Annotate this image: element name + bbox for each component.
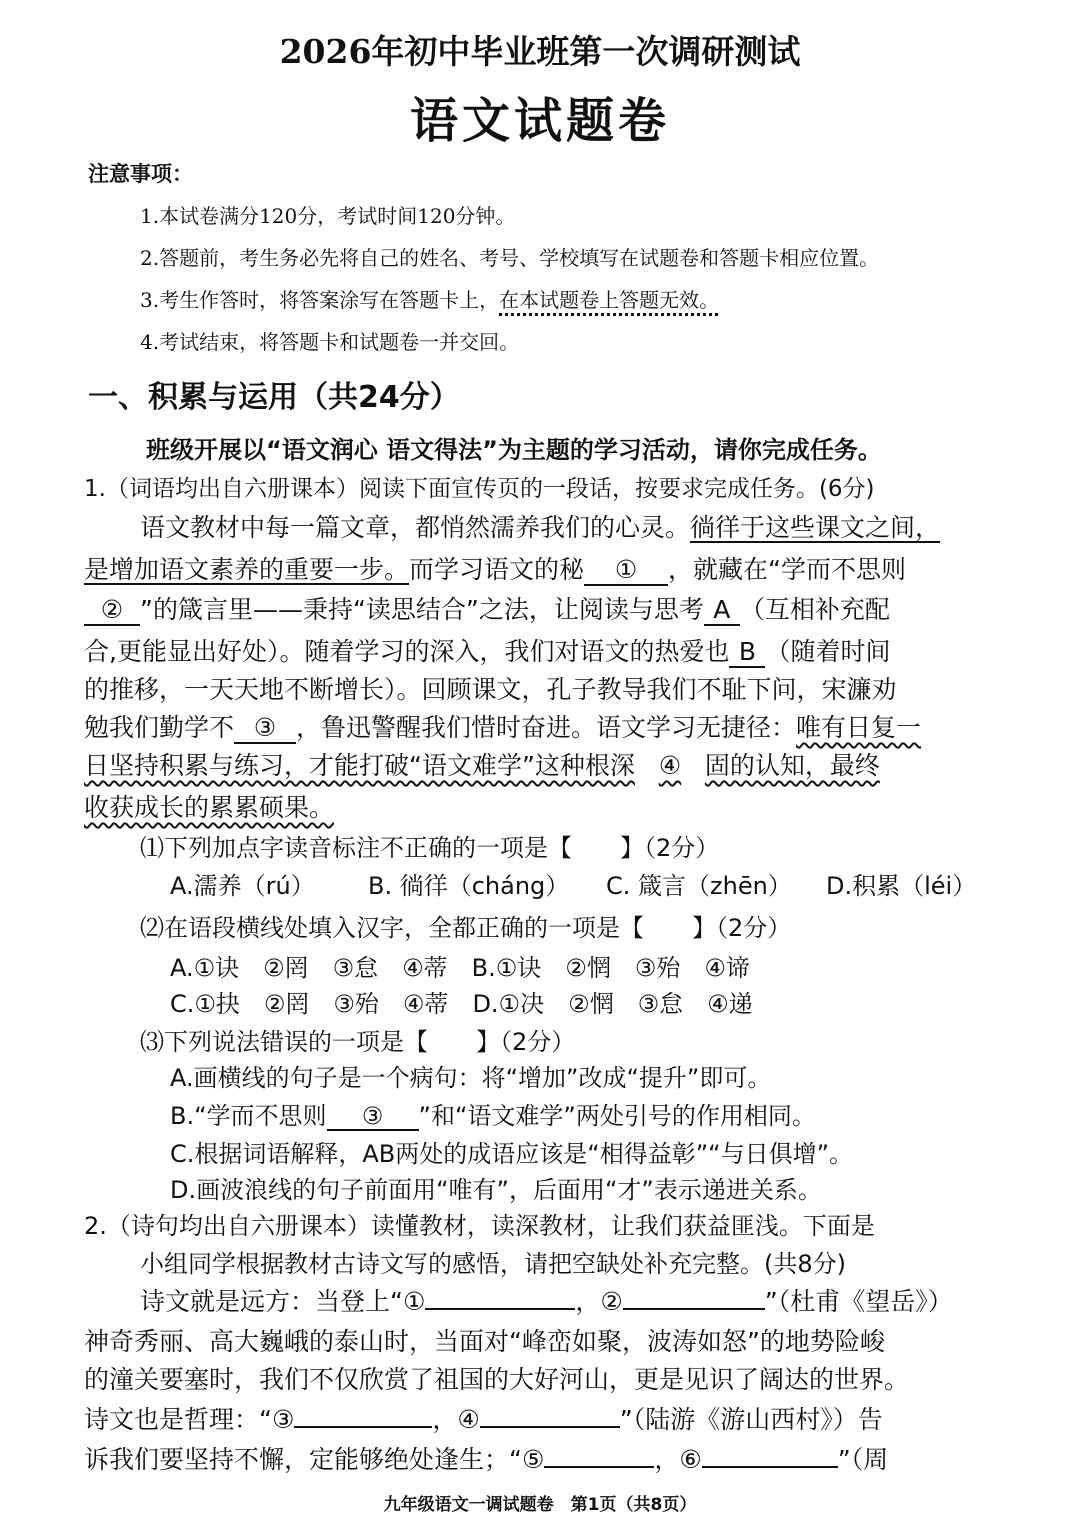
page-footer: 九年级语文一调试题卷 第1页（共8页） (383, 1495, 697, 1515)
blank-A: A (704, 596, 740, 626)
q1-wavy-sentence: 日坚持积累与练习，才能打破“语文难学”这种根深 (84, 751, 635, 780)
q1-text: 合,更能显出好处）。随着学习的深入，我们对语文的热爱也 (84, 637, 730, 666)
q2-line-2: 神奇秀丽、高大巍峨的泰山时，当面对“峰峦如聚，波涛如怒”的地势险峻 (84, 1327, 885, 1356)
q2-text: ，② (575, 1287, 623, 1316)
q1-sub1-stem: ⑴下列加点字读音标注不正确的一项是【 】（2分） (140, 834, 720, 862)
blank-4: ④ (658, 751, 682, 780)
q2-text: 诗文也是哲理：“③ (84, 1405, 295, 1434)
notice-item-3-emphasis: 在本试题卷上答题无效。 (499, 288, 720, 312)
blank-3: ③ (234, 714, 296, 744)
q2-line-1 (140, 1282, 953, 1318)
notice-item-4: 4.考试结束，将答题卡和试题卷一并交回。 (140, 330, 520, 354)
q1-sub3-option-b (170, 1096, 816, 1131)
notice-item-3-text: 3.考生作答时，将答案涂写在答题卡上， (140, 288, 500, 312)
q1-stem: 1.（词语均出自六册课本）阅读下面宣传页的一段话，按要求完成任务。(6分) (84, 476, 875, 502)
section-intro: 班级开展以“语文润心 语文得法”为主题的学习活动，请你完成任务。 (146, 436, 882, 464)
q1-wavy-sentence: 固的认知，最终 (704, 751, 880, 780)
q2-text: 诉我们要坚持不懈，定能够绝处逢生；“⑤ (84, 1445, 545, 1474)
q2-line-3: 的潼关要塞时，我们不仅欣赏了祖国的大好河山，更是见识了阔达的世界。 (84, 1365, 910, 1394)
q2-blank-4 (480, 1426, 620, 1428)
q1-sub3-option-d: D.画波浪线的句子前面用“唯有”，后面用“才”表示递进关系。 (170, 1176, 822, 1204)
q1-sub3-option-c: C.根据词语解释，AB两处的成语应该是“相得益彰”“与日俱增”。 (170, 1140, 854, 1168)
q1-sub1-option-a: A.濡养（rú） (170, 872, 315, 900)
blank-1: ① (584, 556, 668, 586)
blank-2: ② (84, 596, 140, 626)
q1-sub2-options-row-1: A.①诀 ②罔 ③怠 ④蒂 B.①诀 ②惘 ③殆 ④谛 (170, 954, 750, 982)
q1-text: ，鲁迅警醒我们惜时奋进。语文学习无捷径： (296, 713, 797, 742)
q1-underlined-sentence: 徜徉于这些课文之间， (690, 513, 941, 542)
q2-text: ，④ (432, 1405, 480, 1434)
q2-stem-line-1: 2.（诗句均出自六册课本）读懂教材，读深教材，让我们获益匪浅。下面是 (84, 1212, 875, 1240)
q1-text: ，就藏在“学而不思则 (668, 555, 906, 584)
q1-line-3 (84, 590, 890, 626)
q1-sub3-option-b-blank: ③ (327, 1103, 419, 1131)
q2-text: ”（周 (837, 1445, 889, 1474)
q1-text: （随着时间 (765, 637, 891, 666)
q2-text: ，⑥ (654, 1445, 702, 1474)
q1-line-7 (84, 746, 880, 782)
q2-line-4 (84, 1400, 883, 1436)
q2-stem-line-2: 小组同学根据教材古诗文写的感悟，请把空缺处补充完整。(共8分) (140, 1250, 846, 1278)
q1-sub1-option-c: C. 箴言（zhēn） (606, 872, 792, 900)
q1-sub3-option-b-text: ”和“语文难学”两处引号的作用相同。 (418, 1102, 816, 1130)
q1-sub3-option-b-text: B.“学而不思则 (170, 1102, 327, 1130)
q1-text: 而学习语文的秘 (409, 555, 585, 584)
notice-item-3 (140, 284, 719, 313)
q2-blank-2 (623, 1308, 765, 1310)
q2-blank-5 (544, 1466, 654, 1468)
notice-item-2: 2.答题前，考生务必先将自己的姓名、考号、学校填写在试题卷和答题卡相应位置。 (140, 246, 880, 270)
q1-line-8 (84, 788, 334, 824)
q1-wavy-sentence: 唯有日复一 (796, 713, 922, 742)
subject-title: 语文试题卷 (409, 93, 670, 149)
q1-sub3-option-a: A.画横线的句子是一个病句：将“增加”改成“提升”即可。 (170, 1064, 772, 1092)
q1-sub3-stem: ⑶下列说法错误的一项是【 】（2分） (140, 1028, 576, 1056)
q1-sub2-options-row-2: C.①抉 ②罔 ③殆 ④蒂 D.①决 ②惘 ③怠 ④递 (170, 990, 753, 1018)
q1-sub2-stem: ⑵在语段横线处填入汉字，全都正确的一项是【 】（2分） (140, 914, 792, 942)
blank-B: B (729, 638, 765, 668)
q1-line-4 (84, 632, 890, 668)
q1-line-1 (140, 508, 940, 544)
section-heading: 一、积累与运用（共24分） (88, 380, 460, 415)
q1-sub1-option-d: D.积累（léi） (826, 872, 977, 900)
q1-text: 勉我们勤学不 (84, 713, 235, 742)
q1-text: （互相补充配 (739, 595, 890, 624)
q2-text: ”（杜甫《望岳》） (764, 1287, 953, 1316)
q1-text: ”的箴言里——秉持“读思结合”之法，让阅读与思考 (140, 595, 704, 624)
q2-text: 诗文就是远方：当登上“① (140, 1287, 426, 1316)
q2-blank-6 (702, 1466, 838, 1468)
q1-line-6 (84, 708, 921, 744)
q2-text: ”（陆游《游山西村》）告 (619, 1405, 883, 1434)
notice-item-1: 1.本试卷满分120分，考试时间120分钟。 (140, 204, 516, 228)
q2-blank-1 (425, 1308, 575, 1310)
q1-text: 语文教材中每一篇文章，都悄然濡养我们的心灵。 (140, 513, 691, 542)
q1-sub1-option-b: B. 徜徉（cháng） (368, 872, 570, 900)
q2-line-5 (84, 1440, 888, 1476)
q2-blank-3 (294, 1426, 432, 1428)
q1-wavy-sentence-end: 收获成长的累累硕果。 (84, 793, 335, 822)
q1-line-2 (84, 550, 906, 586)
q1-line-5: 的推移，一天天地不断增长）。回顾课文，孔子教导我们不耻下问，宋濂劝 (84, 675, 897, 704)
q1-underlined-sentence-end: 是增加语文素养的重要一步。 (84, 555, 410, 584)
notice-heading: 注意事项： (88, 162, 193, 186)
exam-title: 2026年初中毕业班第一次调研测试 (279, 32, 801, 71)
